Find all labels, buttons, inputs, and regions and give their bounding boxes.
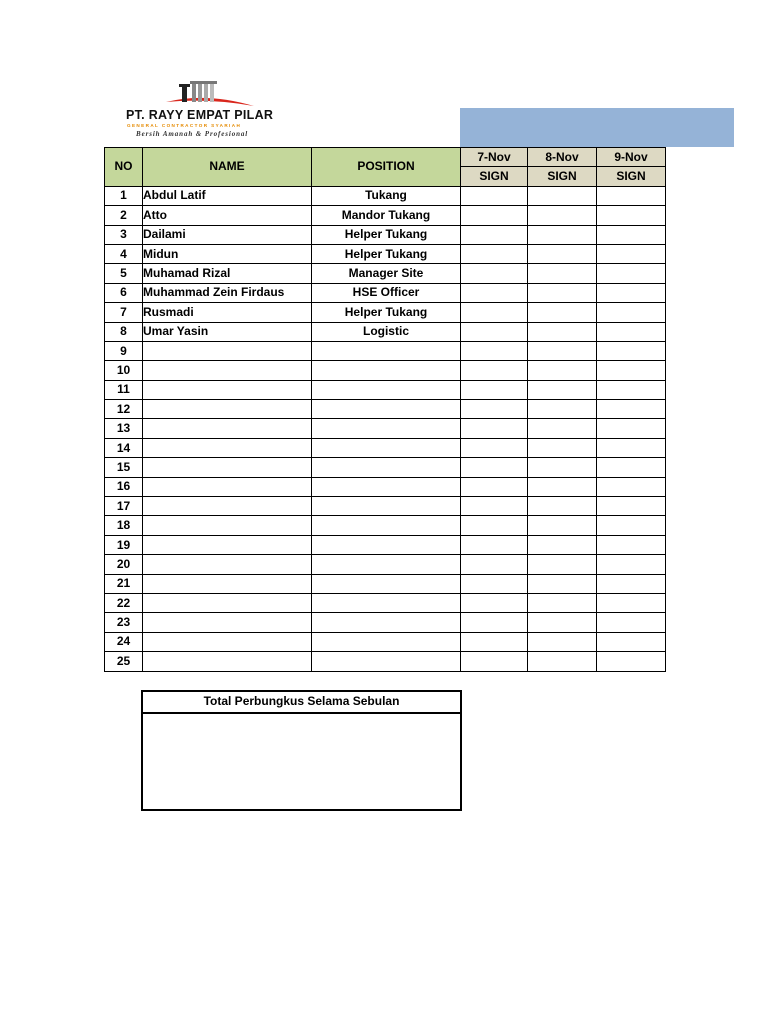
logo-pillars-graphic (126, 80, 288, 110)
table-row (105, 341, 666, 360)
sign-cell-3 (597, 574, 666, 593)
row-position (312, 613, 461, 632)
table-row (105, 438, 666, 457)
row-name (143, 632, 312, 651)
row-position (312, 555, 461, 574)
company-tagline: Bersih Amanah & Profesional (136, 130, 249, 138)
sign-cell-1 (461, 593, 528, 612)
row-number: 15 (105, 458, 143, 477)
table-row (105, 613, 666, 632)
sign-cell-2 (528, 535, 597, 554)
table-row (105, 593, 666, 612)
row-name (143, 613, 312, 632)
row-name (143, 516, 312, 535)
sign-cell-3 (597, 322, 666, 341)
sign-cell-2 (528, 283, 597, 302)
row-position (312, 380, 461, 399)
sign-cell-2 (528, 593, 597, 612)
sign-cell-3 (597, 419, 666, 438)
sign-cell-2 (528, 186, 597, 205)
header-sign-1: SIGN (461, 167, 528, 186)
table-row (105, 477, 666, 496)
row-name (143, 555, 312, 574)
row-position: HSE Officer (312, 283, 461, 302)
sign-cell-1 (461, 341, 528, 360)
row-number: 24 (105, 632, 143, 651)
row-number: 10 (105, 361, 143, 380)
sign-cell-2 (528, 322, 597, 341)
row-name (143, 438, 312, 457)
row-position: Logistic (312, 322, 461, 341)
row-position: Helper Tukang (312, 244, 461, 263)
sign-cell-3 (597, 303, 666, 322)
sign-cell-2 (528, 303, 597, 322)
sign-cell-1 (461, 244, 528, 263)
row-position (312, 438, 461, 457)
sign-cell-3 (597, 613, 666, 632)
sign-cell-1 (461, 303, 528, 322)
table-row (105, 516, 666, 535)
sign-cell-1 (461, 283, 528, 302)
sign-cell-1 (461, 400, 528, 419)
sign-cell-2 (528, 264, 597, 283)
row-number: 22 (105, 593, 143, 612)
sign-cell-3 (597, 632, 666, 651)
sign-cell-1 (461, 535, 528, 554)
sign-cell-1 (461, 361, 528, 380)
sign-cell-3 (597, 497, 666, 516)
sign-cell-2 (528, 361, 597, 380)
sign-cell-3 (597, 458, 666, 477)
sign-cell-2 (528, 225, 597, 244)
row-number: 9 (105, 341, 143, 360)
header-blue-band (460, 108, 734, 147)
row-name: Dailami (143, 225, 312, 244)
attendance-table-body (105, 186, 666, 671)
row-position: Manager Site (312, 264, 461, 283)
sign-cell-1 (461, 652, 528, 671)
header-sign-3: SIGN (597, 167, 666, 186)
table-row (105, 361, 666, 380)
sign-cell-3 (597, 380, 666, 399)
sign-cell-1 (461, 632, 528, 651)
header-position: POSITION (312, 148, 461, 187)
row-position (312, 516, 461, 535)
row-position (312, 400, 461, 419)
row-name (143, 574, 312, 593)
sign-cell-2 (528, 400, 597, 419)
table-row (105, 206, 666, 225)
sign-cell-1 (461, 555, 528, 574)
row-position (312, 361, 461, 380)
table-row (105, 303, 666, 322)
sign-cell-2 (528, 497, 597, 516)
sign-cell-1 (461, 497, 528, 516)
total-summary-title: Total Perbungkus Selama Sebulan (143, 692, 460, 714)
row-number: 14 (105, 438, 143, 457)
sign-cell-3 (597, 186, 666, 205)
sign-cell-1 (461, 458, 528, 477)
sign-cell-2 (528, 458, 597, 477)
table-row (105, 497, 666, 516)
row-name: Midun (143, 244, 312, 263)
sign-cell-2 (528, 419, 597, 438)
sign-cell-3 (597, 225, 666, 244)
row-position (312, 458, 461, 477)
table-row (105, 244, 666, 263)
sign-cell-2 (528, 516, 597, 535)
sign-cell-3 (597, 206, 666, 225)
row-name: Abdul Latif (143, 186, 312, 205)
sign-cell-3 (597, 652, 666, 671)
attendance-table (104, 147, 666, 672)
row-position (312, 652, 461, 671)
row-number: 7 (105, 303, 143, 322)
sign-cell-2 (528, 574, 597, 593)
row-name (143, 419, 312, 438)
sign-cell-1 (461, 322, 528, 341)
row-position (312, 535, 461, 554)
row-name: Atto (143, 206, 312, 225)
sign-cell-3 (597, 400, 666, 419)
row-name (143, 497, 312, 516)
header-date-2: 8-Nov (528, 148, 597, 167)
sign-cell-2 (528, 206, 597, 225)
header-date-3: 9-Nov (597, 148, 666, 167)
sign-cell-1 (461, 206, 528, 225)
header-name: NAME (143, 148, 312, 187)
row-number: 16 (105, 477, 143, 496)
row-name: Umar Yasin (143, 322, 312, 341)
sign-cell-2 (528, 555, 597, 574)
table-row (105, 283, 666, 302)
sign-cell-3 (597, 244, 666, 263)
row-number: 25 (105, 652, 143, 671)
table-row (105, 458, 666, 477)
table-row (105, 419, 666, 438)
table-header-row-dates (105, 148, 666, 167)
row-number: 19 (105, 535, 143, 554)
row-position (312, 593, 461, 612)
total-summary-box (141, 690, 462, 811)
table-row (105, 574, 666, 593)
row-position (312, 497, 461, 516)
row-position (312, 477, 461, 496)
sign-cell-3 (597, 438, 666, 457)
sign-cell-2 (528, 632, 597, 651)
sign-cell-3 (597, 555, 666, 574)
header-date-1: 7-Nov (461, 148, 528, 167)
company-name: PT. RAYY EMPAT PILAR (126, 108, 274, 122)
sign-cell-1 (461, 186, 528, 205)
row-name (143, 593, 312, 612)
row-position: Tukang (312, 186, 461, 205)
sign-cell-2 (528, 341, 597, 360)
table-row (105, 264, 666, 283)
row-name: Rusmadi (143, 303, 312, 322)
sign-cell-1 (461, 574, 528, 593)
table-row (105, 535, 666, 554)
table-row (105, 380, 666, 399)
row-number: 20 (105, 555, 143, 574)
row-number: 18 (105, 516, 143, 535)
row-name (143, 341, 312, 360)
row-position (312, 341, 461, 360)
sign-cell-3 (597, 535, 666, 554)
table-row (105, 225, 666, 244)
header-sign-2: SIGN (528, 167, 597, 186)
table-row (105, 400, 666, 419)
row-position (312, 419, 461, 438)
row-name (143, 458, 312, 477)
sign-cell-3 (597, 516, 666, 535)
row-position (312, 574, 461, 593)
sign-cell-2 (528, 244, 597, 263)
sign-cell-1 (461, 438, 528, 457)
company-logo (126, 80, 288, 142)
row-number: 21 (105, 574, 143, 593)
row-number: 6 (105, 283, 143, 302)
sign-cell-2 (528, 613, 597, 632)
sign-cell-3 (597, 283, 666, 302)
row-position (312, 632, 461, 651)
row-name (143, 361, 312, 380)
row-name: Muhamad Rizal (143, 264, 312, 283)
sign-cell-2 (528, 652, 597, 671)
row-position: Mandor Tukang (312, 206, 461, 225)
row-name (143, 652, 312, 671)
row-name (143, 477, 312, 496)
sign-cell-3 (597, 341, 666, 360)
sign-cell-1 (461, 380, 528, 399)
row-position: Helper Tukang (312, 303, 461, 322)
sign-cell-3 (597, 264, 666, 283)
sign-cell-1 (461, 477, 528, 496)
table-row (105, 322, 666, 341)
sign-cell-1 (461, 516, 528, 535)
sign-cell-1 (461, 613, 528, 632)
row-number: 12 (105, 400, 143, 419)
sign-cell-1 (461, 264, 528, 283)
row-position: Helper Tukang (312, 225, 461, 244)
row-name: Muhammad Zein Firdaus (143, 283, 312, 302)
sign-cell-2 (528, 380, 597, 399)
sign-cell-1 (461, 419, 528, 438)
table-row (105, 555, 666, 574)
sign-cell-1 (461, 225, 528, 244)
company-subtitle: GENERAL CONTRACTOR SYARIAH (127, 123, 242, 128)
row-number: 23 (105, 613, 143, 632)
row-number: 3 (105, 225, 143, 244)
table-row (105, 632, 666, 651)
row-number: 13 (105, 419, 143, 438)
header-no: NO (105, 148, 143, 187)
sign-cell-3 (597, 593, 666, 612)
row-number: 8 (105, 322, 143, 341)
row-number: 5 (105, 264, 143, 283)
row-name (143, 400, 312, 419)
row-number: 17 (105, 497, 143, 516)
row-number: 1 (105, 186, 143, 205)
row-name (143, 535, 312, 554)
table-row (105, 186, 666, 205)
row-number: 11 (105, 380, 143, 399)
sign-cell-3 (597, 361, 666, 380)
sign-cell-2 (528, 438, 597, 457)
row-number: 4 (105, 244, 143, 263)
row-number: 2 (105, 206, 143, 225)
row-name (143, 380, 312, 399)
table-row (105, 652, 666, 671)
sign-cell-2 (528, 477, 597, 496)
sign-cell-3 (597, 477, 666, 496)
